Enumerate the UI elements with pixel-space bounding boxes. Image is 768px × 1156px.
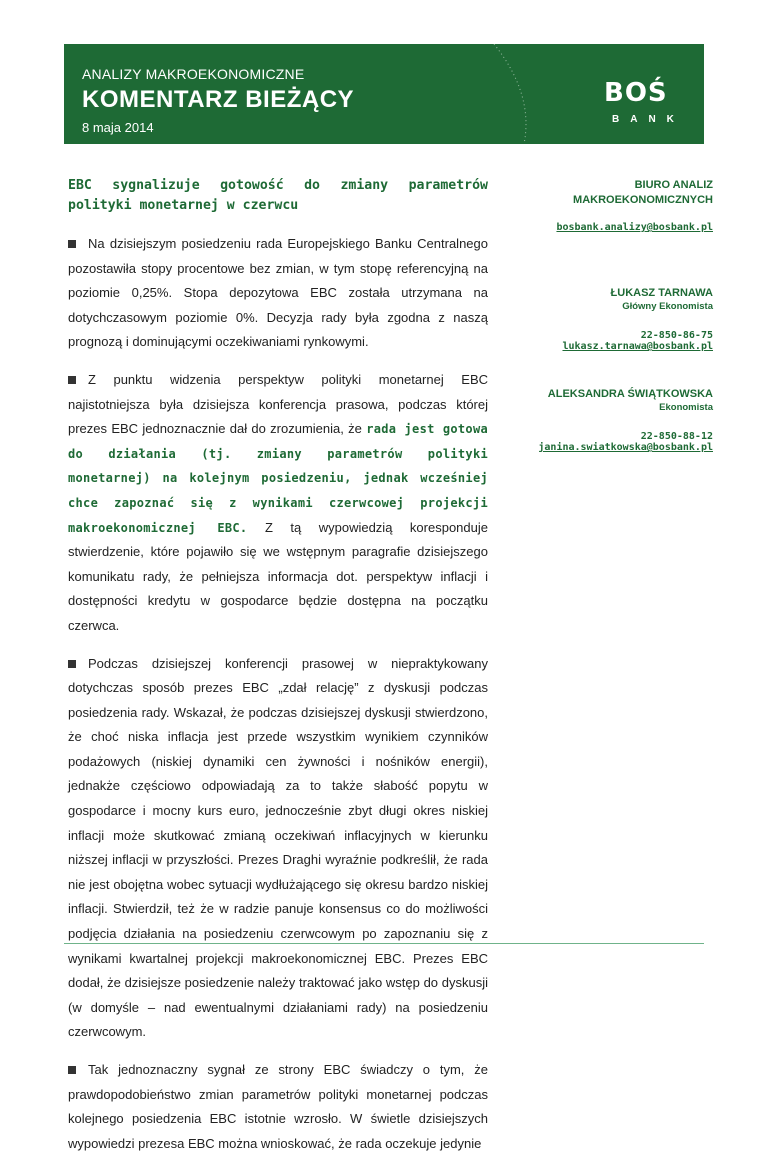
bullet-icon — [68, 1066, 76, 1074]
person-1-phone: 22-850-86-75 — [640, 330, 713, 341]
contact-sidebar — [530, 178, 713, 453]
paragraph-2 — [68, 368, 488, 639]
report-date: 8 maja 2014 — [82, 120, 154, 135]
bullet-icon — [68, 376, 76, 384]
paragraph-1 — [68, 232, 488, 355]
paragraph-2-text-b: Z tą wypowiedzią koresponduje stwierdzenie, które pojawiło się we wstępnym paragrafie dzisiejszego komunikatu rady, że pełniejsza informacja dot. perspektyw inflacji i dostępności kredytu w gospodarce będzie dostępna na początku czerwca. — [68, 519, 488, 633]
person-2-role: Ekonomista — [659, 402, 713, 413]
logo-wordmark: BOŚ — [604, 78, 668, 108]
paragraph-4-text: Tak jednoznaczny sygnał ze strony EBC świadczy o tym, że prawdopodobieństwo zmian parametrów polityki monetarnej podczas kolejnego posiedzenia EBC istotnie wzrosło. W świetle dzisiejszych wypowiedzi prezesa EBC można wnioskować, że rada oczekuje jedynie — [68, 1062, 488, 1151]
logo-bank-label: BANK — [612, 114, 685, 125]
footer-divider — [64, 943, 704, 944]
dept-name-line-1: BIURO ANALIZ — [634, 179, 713, 191]
report-title: KOMENTARZ BIEŻĄCY — [82, 86, 355, 113]
dept-name-line-2: MAKROEKONOMICZNYCH — [573, 194, 713, 206]
person-1-email-link[interactable]: lukasz.tarnawa@bosbank.pl — [562, 341, 713, 352]
paragraph-4 — [68, 1058, 488, 1156]
person-2-email-link[interactable]: janina.swiatkowska@bosbank.pl — [538, 442, 713, 453]
person-2-phone: 22-850-88-12 — [640, 431, 713, 442]
report-header — [64, 44, 704, 144]
paragraph-3 — [68, 652, 488, 1046]
article-headline — [68, 176, 488, 216]
dept-email-link[interactable]: bosbank.analizy@bosbank.pl — [556, 222, 713, 233]
article-body — [68, 176, 488, 1156]
paragraph-1-text: Na dzisiejszym posiedzeniu rada Europejskiego Banku Centralnego pozostawiła stopy procentowe bez zmian, w tym stopę referencyjną na poziomie 0,25%. Stopa depozytowa EBC została utrzymana na dotychczasowym poziomie 0%. Decyzja rady była zgodna z naszą prognozą i dominującymi oczekiwaniami rynkowymi. — [68, 236, 488, 350]
paragraph-3-text: Podczas dzisiejszej konferencji prasowej w niepraktykowany dotychczas sposób prezes EBC „zdał relację” z dyskusji podczas posiedzenia rady. Wskazał, że podczas dzisiejszej dyskusji stwierdzono, że choć niska inflacja jest przede wszystkim wynikiem czynników podażowych (niskiej dynamiki cen żywności i nośników energii), jednakże częściowo odpowiadają za to także słabość popytu w gospodarce i mocny kurs euro, jednocześnie zbyt długi okres niskiej inflacji może skutkować zmianą oczekiwań inflacyjnych w kierunku niższej inflacji w przyszłości. Prezes Draghi wyraźnie podkreślił, że rada nie jest obojętna wobec sytuacji wydłużającego się okresu bardzo niskiej inflacji. Stwierdził, też że w radzie panuje konsensus co do możliwości podjęcia działania na posiedzeniu czerwcowym po zapoznaniu się z wynikami kwartalnej projekcji makroekonomicznej EBC. Prezes EBC dodał, że dzisiejsze posiedzenie należy traktować jako wstęp do dyskusji (w domyśle – nad ewentualnymi działaniami rady) na posiedzeniu czerwcowym. — [68, 655, 488, 1040]
person-2-name: ALEKSANDRA ŚWIĄTKOWSKA — [547, 388, 713, 400]
headline-line-2: polityki monetarnej w czerwcu — [68, 198, 299, 213]
paragraph-2-text-a: Z punktu widzenia perspektyw polityki monetarnej EBC najistotniejsza była dzisiejsza konferencja prasowa, podczas której prezes EBC jednoznacznie dał do zrozumienia, że — [68, 371, 488, 437]
paragraph-2-highlight: rada jest gotowa do działania (tj. zmiany parametrów polityki monetarnej) na kolejnym posiedzeniu, jednak wcześniej chce zapoznać się z wynikami czerwcowej projekcji makroekonomicznej EBC. — [68, 422, 488, 535]
bullet-icon — [68, 240, 76, 248]
bos-bank-logo — [604, 78, 684, 128]
person-1-name: ŁUKASZ TARNAWA — [610, 287, 713, 299]
person-1-role: Główny Ekonomista — [622, 301, 713, 312]
headline-line-1: EBC sygnalizuje gotowość do zmiany parametrów — [68, 178, 488, 193]
report-series: ANALIZY MAKROEKONOMICZNE — [82, 66, 305, 82]
bullet-icon — [68, 660, 76, 668]
